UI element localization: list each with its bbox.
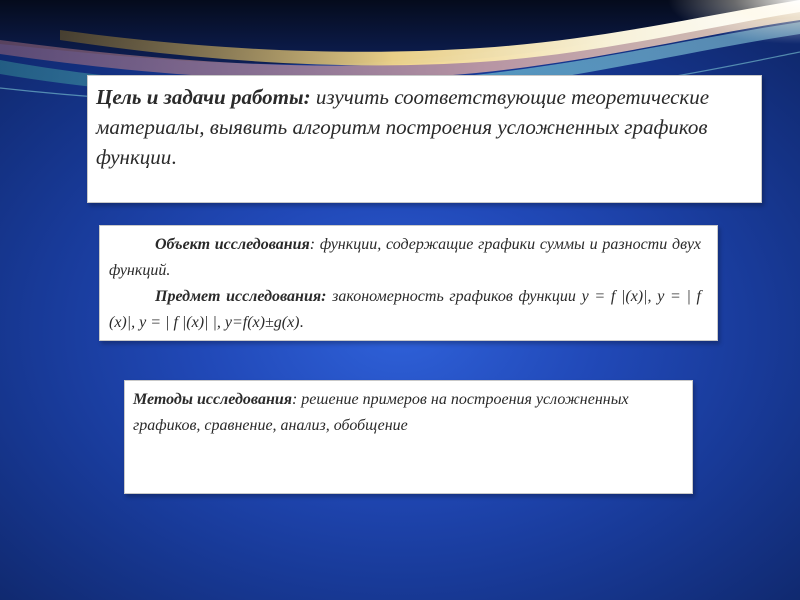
methods-paragraph xyxy=(133,387,684,439)
methods-heading: Методы исследования xyxy=(133,391,292,408)
goal-period: . xyxy=(171,145,177,169)
object-paragraph xyxy=(109,232,701,284)
subject-period: . xyxy=(299,314,304,331)
corner-glow xyxy=(560,0,800,80)
methods-textbox xyxy=(124,380,693,494)
subject-heading: Предмет исследования: xyxy=(155,288,327,305)
object-subject-textbox xyxy=(99,225,718,341)
subject-text: закономерность графиков функции y = f |(x)|, y = | f (x)|, y = | f |(x)| |, y=f(x)±g(x) xyxy=(109,288,702,331)
goal-paragraph xyxy=(96,82,753,172)
goal-textbox xyxy=(87,75,762,203)
methods-text: : решение примеров на построения усложненных графиков, сравнение, анализ, обобщение xyxy=(133,391,629,434)
object-heading: Объект исследования xyxy=(155,236,310,253)
goal-heading: Цель и задачи работы: xyxy=(96,85,311,109)
goal-text: изучить соответствующие теоретические материалы, выявить алгоритм построения усложненных графиков функции xyxy=(96,85,710,169)
object-text: : функции, содержащие графики суммы и разности двух функций. xyxy=(109,236,702,279)
subject-paragraph xyxy=(109,284,701,336)
